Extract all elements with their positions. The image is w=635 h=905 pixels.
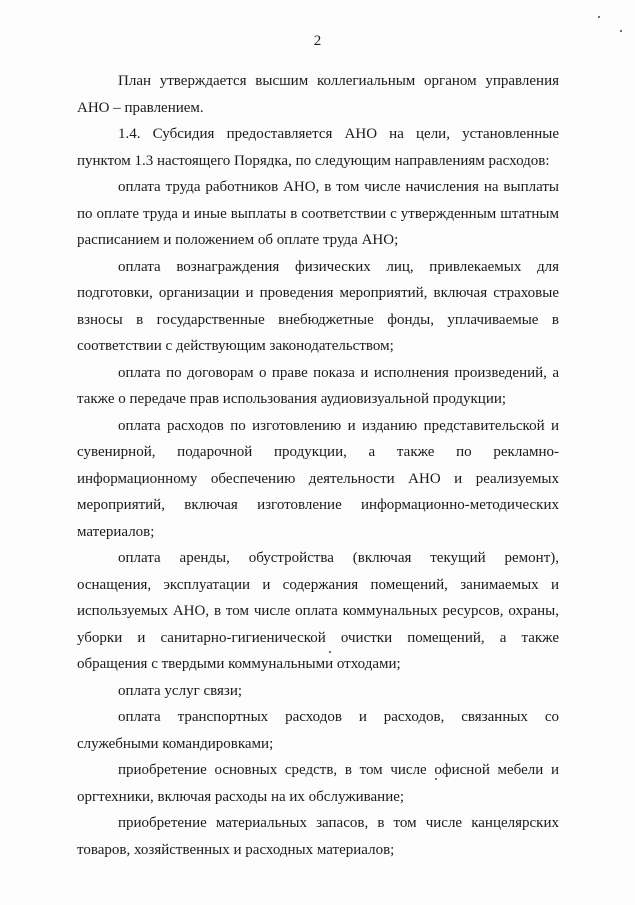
paragraph-expense-promotion: оплата расходов по изготовлению и изданию представительской и сувенирной, подарочной продукции, а также по рекламно-информационному обеспечению деятельности АНО и реализуемых мероприятий, включая изготовление информационно-методических материалов; [77,417,559,540]
paragraph-expense-travel: оплата транспортных расходов и расходов, связанных со служебными командировками; [77,709,559,752]
paragraph-expense-salaries: оплата труда работников АНО, в том числе начисления на выплаты по оплате труда и иные выплаты в соответствии с утвержденным штатным расписанием и положением об оплате труда АНО; [77,179,559,248]
document-body [77,68,559,863]
paragraph-expense-rights: оплата по договорам о праве показа и исполнения произведений, а также о передаче прав использования аудиовизуальной продукции; [77,364,559,407]
paragraph-expense-fixed-assets: приобретение основных средств, в том числе офисной мебели и оргтехники, включая расходы на их обслуживание; [77,762,559,805]
scan-speck [598,16,600,18]
paragraph-plan-approval: План утверждается высшим коллегиальным органом управления АНО – правлением. [77,73,559,116]
paragraph-section-1-4: 1.4. Субсидия предоставляется АНО на цели, установленные пунктом 1.3 настоящего Порядка, по следующим направлениям расходов: [77,126,559,169]
paragraph-expense-remuneration: оплата вознаграждения физических лиц, привлекаемых для подготовки, организации и проведения мероприятий, включая страховые взносы в государственные внебюджетные фонды, уплачиваемые в соответствии с действующим законодательством; [77,258,559,354]
paragraph-expense-supplies: приобретение материальных запасов, в том числе канцелярских товаров, хозяйственных и расходных материалов; [77,815,559,858]
paragraph-expense-premises: оплата аренды, обустройства (включая текущий ремонт), оснащения, эксплуатации и содержания помещений, занимаемых и используемых АНО, в том числе оплата коммунальных ресурсов, охраны, уборки и санитарно-гигиенической очистки помещений, а также обращения с твердыми коммунальными отходами; [77,550,559,672]
page-number: 2 [313,33,322,49]
paragraph-expense-communications: оплата услуг связи; [118,682,243,699]
scan-speck [620,30,622,32]
